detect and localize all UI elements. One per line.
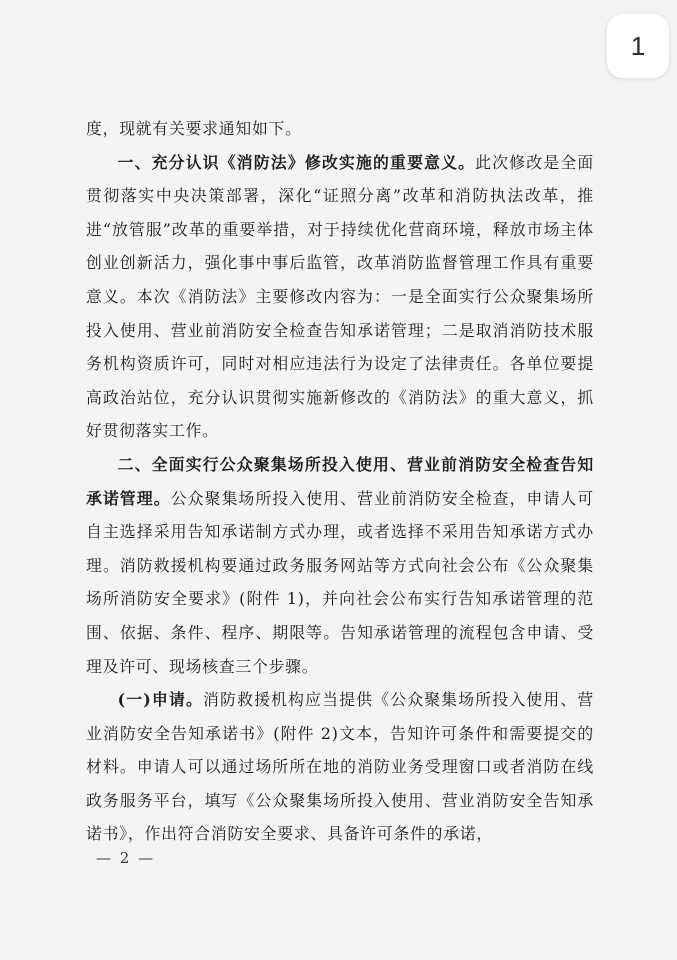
subsection-1-heading: (一)申请。	[117, 690, 204, 710]
paragraph-section-1	[86, 146, 594, 448]
section-1-text: 此次修改是全面贯彻落实中央决策部署，深化“证照分离”改革和消防执法改革，推进“放管服”改革的重要举措，对于持续优化营商环境，释放市场主体创业创新活力，强化事中事后监管，改革消防监督管理工作具有重要意义。本次《消防法》主要修改内容为：一是全面实行公众聚集场所投入使用、营业前消防安全检查告知承诺管理；二是取消消防技术服务机构资质许可，同时对相应违法行为设定了法律责任。各单位要提高政治站位，充分认识贯彻实施新修改的《消防法》的重大意义，抓好贯彻落实工作。	[86, 152, 594, 441]
page-number-badge: 1	[607, 14, 669, 78]
paragraph-subsection-1	[86, 683, 594, 851]
section-2-heading: 二、全面实行公众聚集场所投入使用、营业前消防安全检查告知承诺管理。	[86, 454, 594, 508]
footer-page-number: — 2 —	[96, 849, 156, 867]
subsection-1-text: 消防救援机构应当提供《公众聚集场所投入使用、营业消防安全告知承诺书》(附件 2)文本，告知许可条件和需要提交的材料。申请人可以通过场所所在地的消防业务受理窗口或者消防在线政务服务平台，填写《公众聚集场所投入使用、营业消防安全告知承诺书》，作出符合消防安全要求、具备许可条件的承诺，	[86, 690, 594, 844]
document-body	[86, 112, 594, 851]
paragraph-section-2	[86, 448, 594, 683]
paragraph-intro: 度，现就有关要求通知如下。	[86, 119, 302, 138]
section-2-text: 公众聚集场所投入使用、营业前消防安全检查，申请人可自主选择采用告知承诺制方式办理，或者选择不采用告知承诺方式办理。消防救援机构要通过政务服务网站等方式向社会公布《公众聚集场所消防安全要求》(附件 1)，并向社会公布实行告知承诺管理的范围、依据、条件、程序、期限等。告知承诺管理的流程包含申请、受理及许可、现场核查三个步骤。	[86, 488, 594, 676]
section-1-heading: 一、充分认识《消防法》修改实施的重要意义。	[117, 152, 476, 172]
